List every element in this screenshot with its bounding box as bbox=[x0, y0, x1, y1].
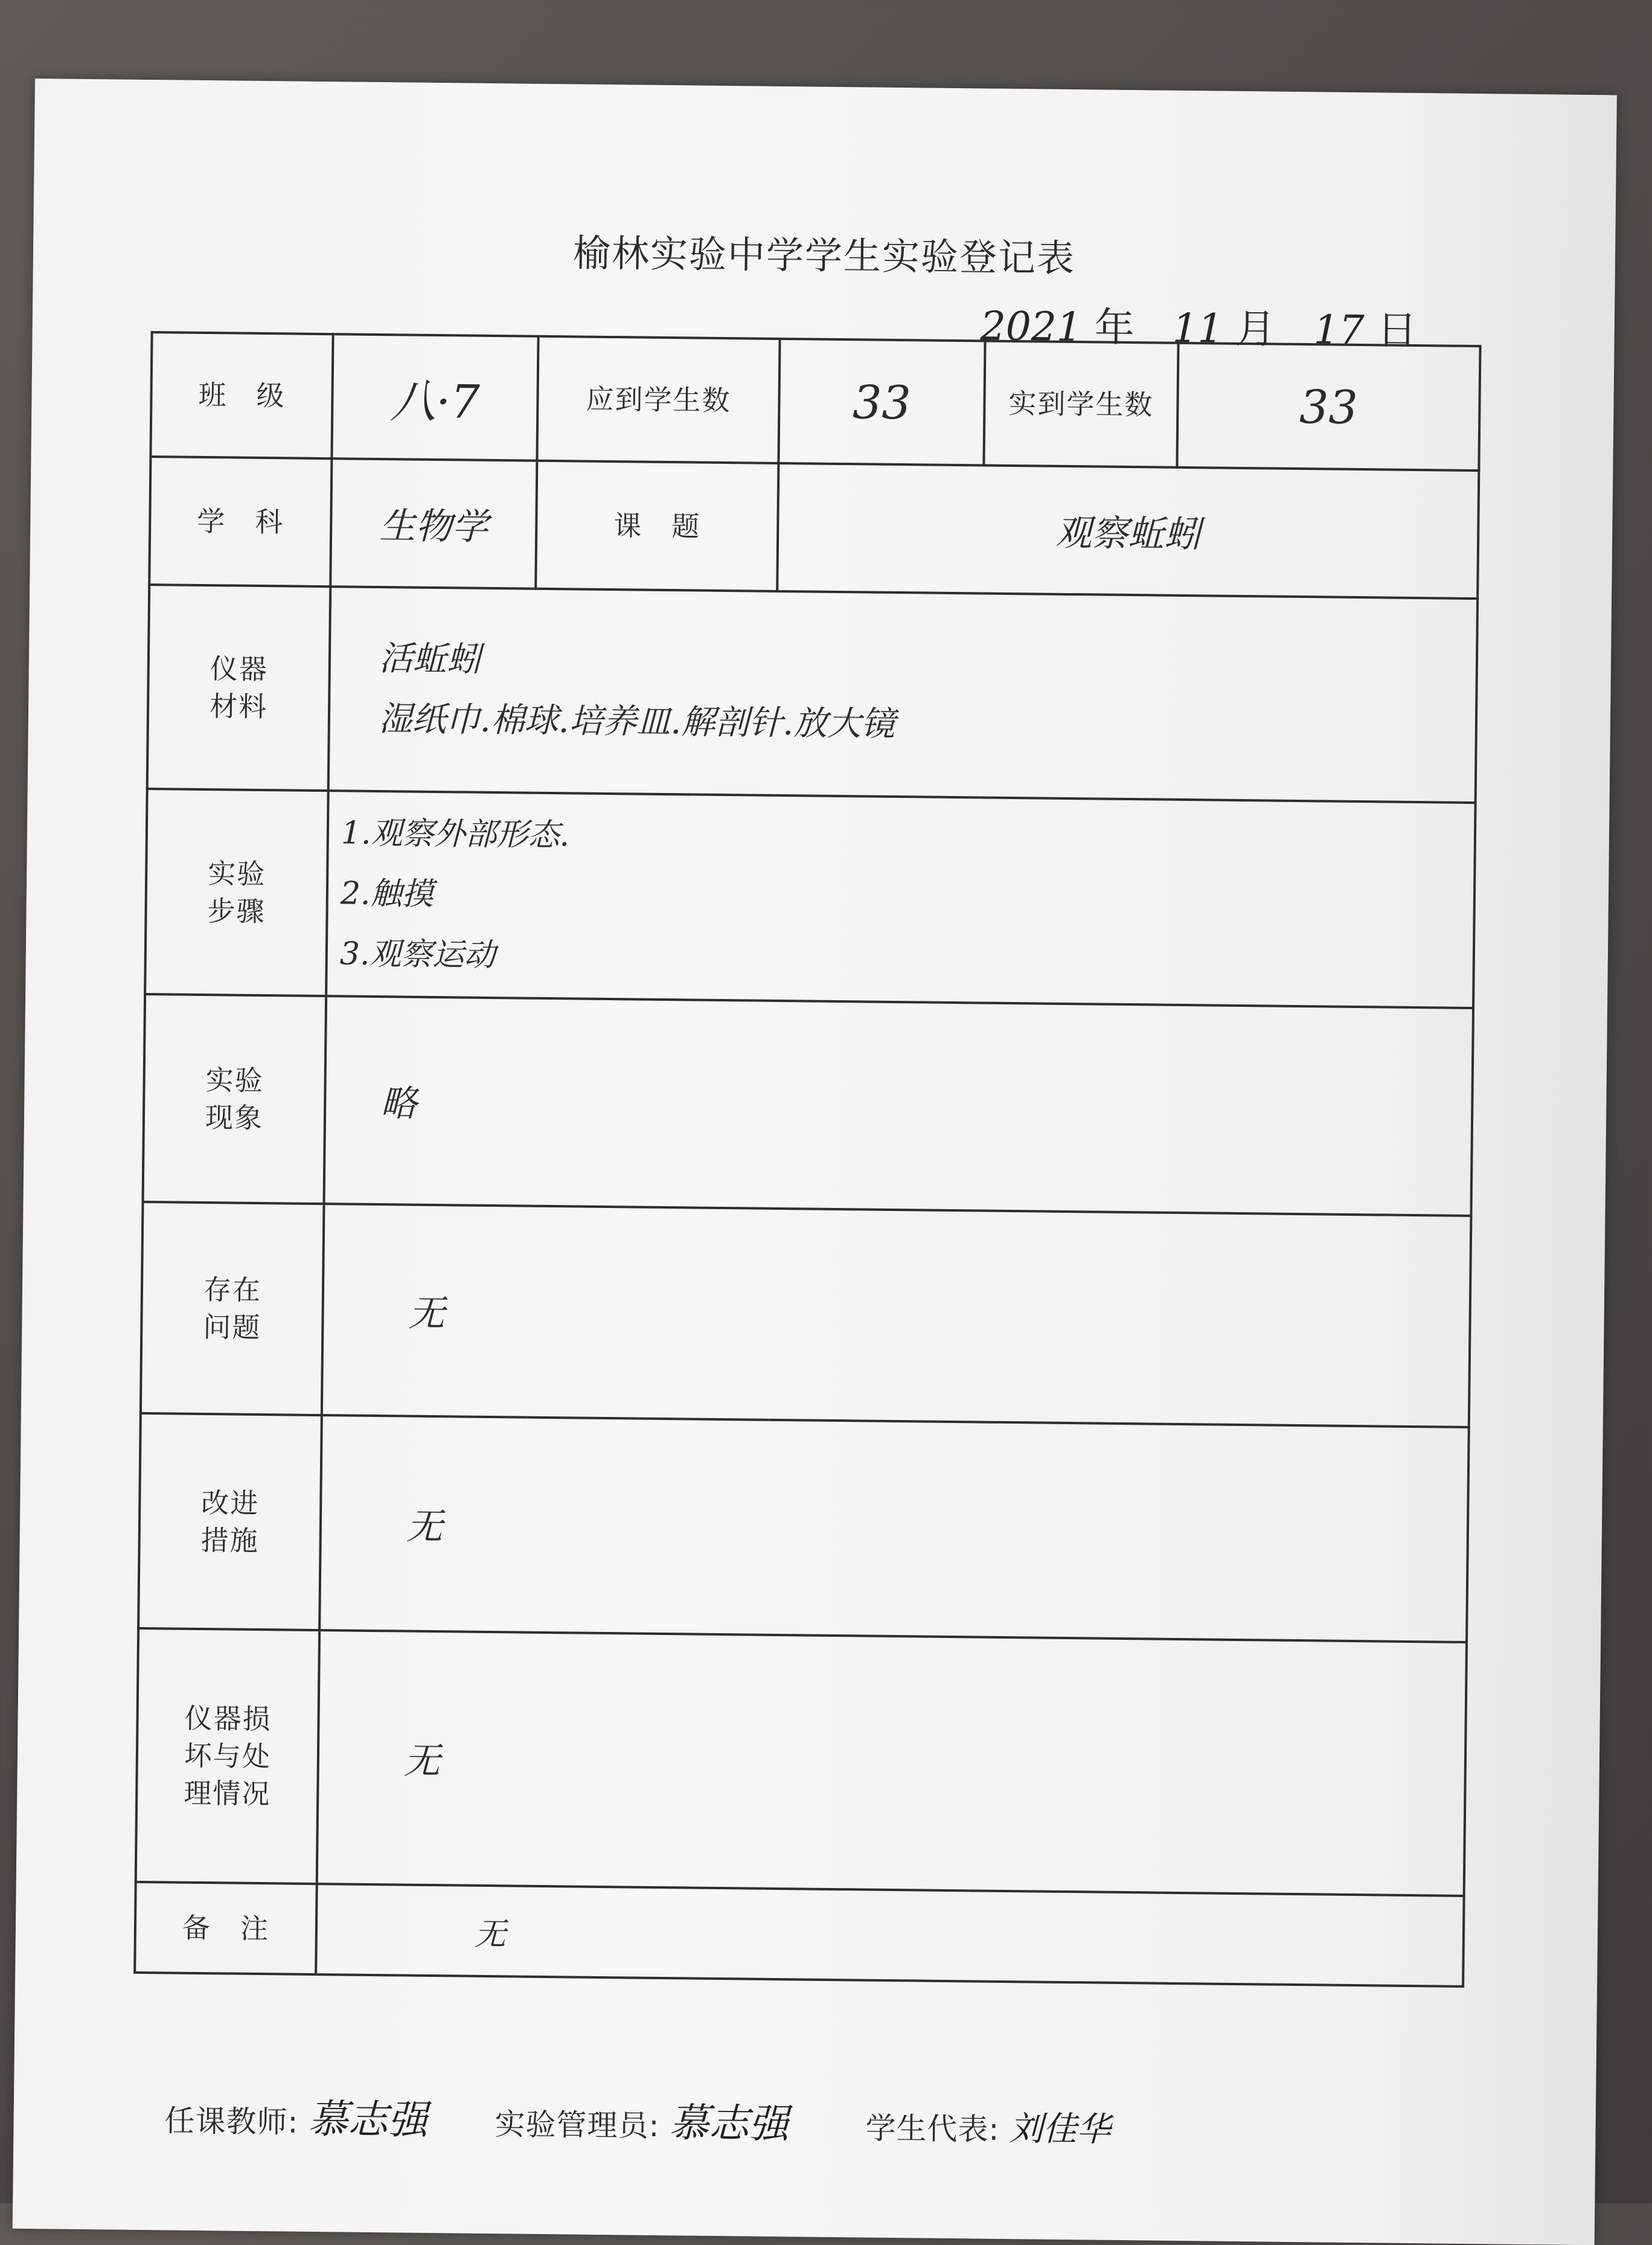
row-phenomenon bbox=[143, 994, 1473, 1216]
class-label: 班 级 bbox=[150, 332, 333, 458]
form-title: 榆林实验中学学生实验登记表 bbox=[572, 231, 1076, 281]
equipment-value bbox=[328, 586, 1478, 803]
topic-label: 课 题 bbox=[536, 461, 778, 591]
equipment-line: 活蚯蚓 bbox=[379, 639, 481, 679]
teacher-label: 任课教师: bbox=[164, 2103, 299, 2140]
subject-value: 生物学 bbox=[330, 458, 537, 589]
signature-row bbox=[164, 2085, 1493, 2156]
date-year-label: 年 bbox=[1094, 304, 1135, 352]
step-line: 2.触摸 bbox=[340, 875, 434, 913]
expected-students-value: 33 bbox=[778, 339, 985, 466]
equipment-line: 湿纸巾.棉球.培养皿.解剖针.放大镜 bbox=[378, 699, 895, 744]
remarks-label: 备 注 bbox=[135, 1882, 317, 1974]
problems-label: 存在问题 bbox=[141, 1202, 324, 1415]
topic-value: 观察蚯蚓 bbox=[777, 463, 1479, 599]
phenomenon-value: 略 bbox=[324, 996, 1473, 1216]
actual-students-value: 33 bbox=[1177, 343, 1480, 471]
improvements-value: 无 bbox=[319, 1415, 1469, 1642]
improvements-label: 改进措施 bbox=[138, 1413, 322, 1630]
class-value: 八·7 bbox=[331, 334, 538, 461]
date-day: 17 bbox=[1313, 306, 1365, 354]
row-equipment bbox=[147, 585, 1478, 803]
damage-value: 无 bbox=[317, 1630, 1467, 1896]
student-rep-label: 学生代表: bbox=[865, 2110, 1000, 2147]
phenomenon-label: 实验现象 bbox=[143, 994, 327, 1204]
expected-students-label: 应到学生数 bbox=[537, 336, 780, 463]
row-subject bbox=[149, 457, 1479, 599]
teacher-signature: 慕志强 bbox=[308, 2095, 428, 2144]
date-day-label: 日 bbox=[1377, 307, 1417, 354]
registration-table bbox=[133, 331, 1481, 1988]
row-damage bbox=[136, 1628, 1467, 1896]
row-steps bbox=[145, 789, 1475, 1008]
equipment-label: 仪器材料 bbox=[147, 585, 331, 791]
actual-students-label: 实到学生数 bbox=[984, 341, 1178, 467]
student-rep-signature: 刘佳华 bbox=[1008, 2109, 1111, 2150]
steps-value bbox=[326, 791, 1475, 1008]
remarks-value: 无 bbox=[316, 1884, 1464, 1986]
damage-label: 仪器损坏与处理情况 bbox=[136, 1628, 319, 1884]
row-improvements bbox=[138, 1413, 1469, 1642]
date-month-label: 月 bbox=[1235, 305, 1276, 353]
date-year: 2021 bbox=[980, 303, 1083, 351]
problems-value: 无 bbox=[322, 1204, 1471, 1427]
admin-signature: 慕志强 bbox=[669, 2099, 789, 2148]
step-line: 1.观察外部形态. bbox=[341, 815, 570, 854]
date-month: 11 bbox=[1172, 304, 1224, 352]
admin-label: 实验管理员: bbox=[495, 2107, 660, 2144]
steps-label: 实验步骤 bbox=[145, 789, 328, 996]
row-class-info bbox=[150, 332, 1480, 471]
registration-form-sheet bbox=[13, 79, 1617, 2245]
row-problems bbox=[141, 1202, 1471, 1427]
subject-label: 学 科 bbox=[149, 457, 331, 586]
row-remarks bbox=[135, 1882, 1464, 1986]
step-line: 3.观察运动 bbox=[339, 936, 496, 974]
